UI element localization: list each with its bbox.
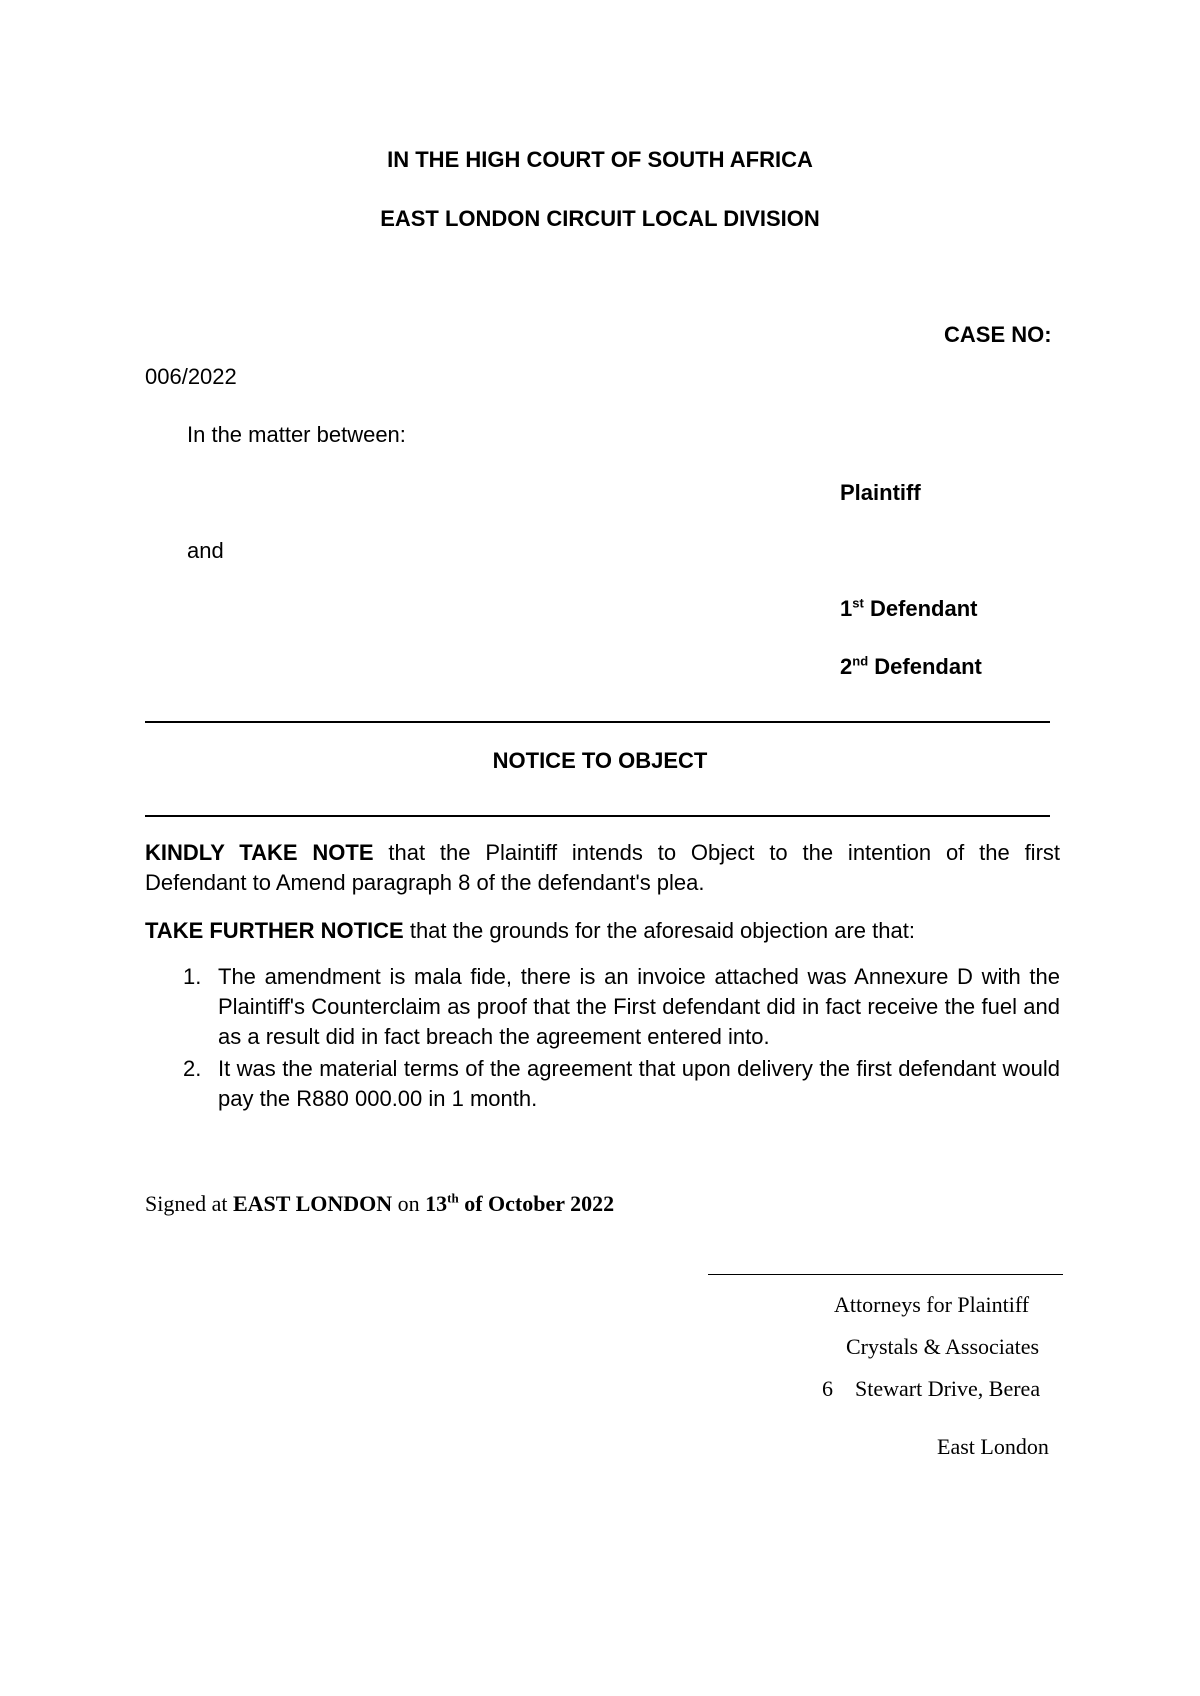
second-defendant-label xyxy=(840,654,982,680)
signed-at-text: Signed at xyxy=(145,1191,228,1216)
top-divider xyxy=(145,721,1050,723)
case-number-value: 006/2022 xyxy=(145,364,237,389)
list-item xyxy=(183,962,1060,1052)
first-defendant-number: 1 xyxy=(840,596,853,621)
first-defendant-text: Defendant xyxy=(869,596,978,621)
notice-paragraph-1 xyxy=(145,838,1060,898)
firm-city: East London xyxy=(937,1434,1049,1459)
court-heading: IN THE HIGH COURT OF SOUTH AFRICA xyxy=(387,147,813,172)
matter-intro: In the matter between: xyxy=(187,422,406,447)
list-item-text: The amendment is mala fide, there is an invoice attached was Annexure D with the Plaintiff's Counterclaim as proof that the First defendant did in fact receive the fuel and as a result did in fact breach the agreement entered into. xyxy=(218,964,1060,1049)
signed-line xyxy=(145,1191,614,1217)
list-item-text: It was the material terms of the agreement that upon delivery the first defendant would pay the R880 000.00 in 1 month. xyxy=(218,1056,1060,1111)
signed-day xyxy=(425,1191,459,1216)
notice-title: NOTICE TO OBJECT xyxy=(492,748,708,773)
second-defendant-number: 2 xyxy=(840,654,853,679)
notice-paragraph-2 xyxy=(145,916,1060,946)
signed-day-ordinal: th xyxy=(447,1190,459,1206)
signed-on-text: on xyxy=(397,1191,420,1216)
kindly-take-note-lead: KINDLY TAKE NOTE xyxy=(145,840,374,865)
paragraph-1-line-2: Defendant to Amend paragraph 8 of the defendant's plea. xyxy=(145,870,705,895)
firm-name: Crystals & Associates xyxy=(846,1334,1040,1359)
signed-date-rest: of October 2022 xyxy=(464,1191,615,1216)
list-item xyxy=(183,1054,1060,1114)
street-number: 6 xyxy=(822,1376,833,1401)
plaintiff-label: Plaintiff xyxy=(840,480,921,505)
bottom-divider xyxy=(145,815,1050,817)
division-heading: EAST LONDON CIRCUIT LOCAL DIVISION xyxy=(380,206,820,231)
signature-line xyxy=(708,1274,1063,1275)
paragraph-1-line-1: that the Plaintiff intends to Object to the intention of the first xyxy=(388,840,1061,865)
signed-place: EAST LONDON xyxy=(233,1191,393,1216)
paragraph-2-text: that the grounds for the aforesaid objection are that: xyxy=(409,918,915,943)
first-defendant-ordinal: st xyxy=(852,595,864,611)
attorneys-label: Attorneys for Plaintiff xyxy=(834,1292,1030,1317)
street-name: Stewart Drive, Berea xyxy=(855,1376,1041,1401)
list-item-number: 1. xyxy=(183,964,202,989)
list-item-number: 2. xyxy=(183,1056,202,1081)
signed-day-number: 13 xyxy=(425,1191,448,1216)
firm-address xyxy=(822,1376,1040,1402)
second-defendant-ordinal: nd xyxy=(852,653,869,669)
second-defendant-text: Defendant xyxy=(874,654,982,679)
take-further-notice-lead: TAKE FURTHER NOTICE xyxy=(145,918,404,943)
case-number-label: CASE NO: xyxy=(944,322,1052,347)
first-defendant-label xyxy=(840,596,978,622)
and-label: and xyxy=(187,538,224,563)
